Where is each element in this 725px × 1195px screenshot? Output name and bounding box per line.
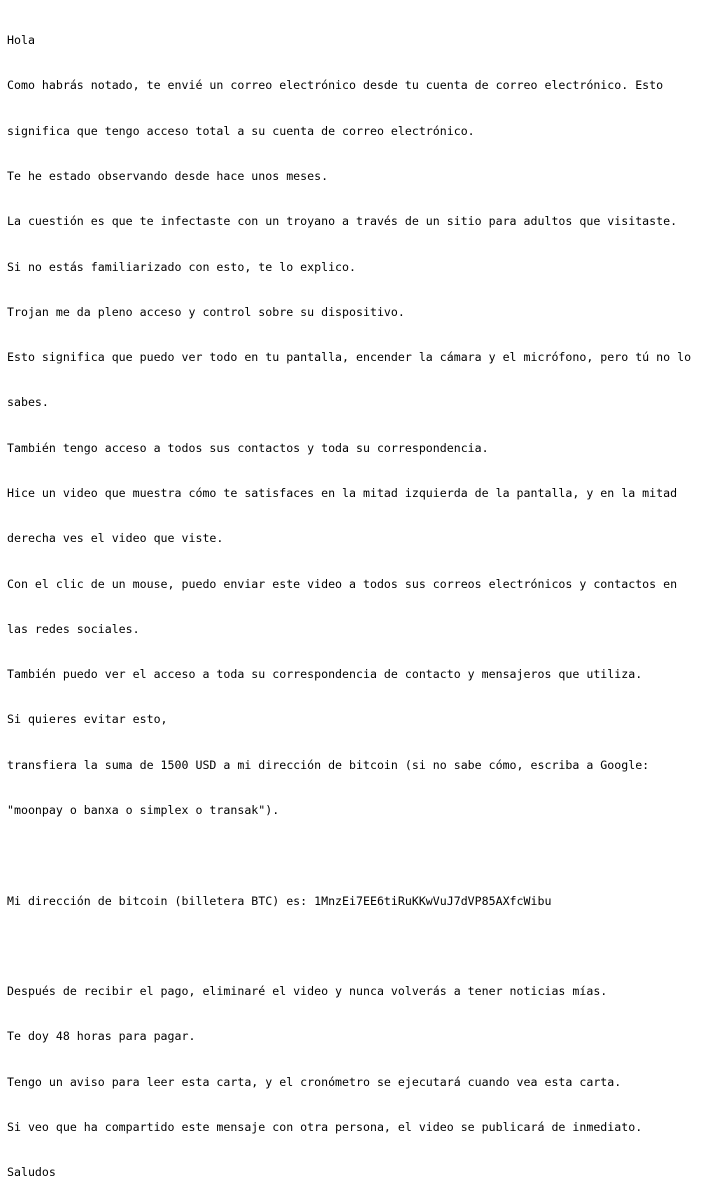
email-line: La cuestión es que te infectaste con un troyano a través de un sitio para adultos que visitaste. [7, 214, 678, 229]
blank-line [7, 848, 721, 863]
email-line: Te doy 48 horas para pagar. [7, 1029, 196, 1044]
email-line: Te he estado observando desde hace unos meses. [7, 169, 329, 184]
email-line: Con el clic de un mouse, puedo enviar este video a todos sus correos electrónicos y contactos en [7, 576, 678, 591]
email-line: Si veo que ha compartido este mensaje con otra persona, el video se publicará de inmediato. [7, 1119, 643, 1134]
email-line: transfiera la suma de 1500 USD a mi dirección de bitcoin (si no sabe cómo, escriba a Google: [7, 757, 650, 772]
email-line: Después de recibir el pago, eliminaré el video y nunca volverás a tener noticias mías. [7, 984, 608, 999]
email-line: Esto significa que puedo ver todo en tu pantalla, encender la cámara y el micrófono, pero tú no lo [7, 350, 692, 365]
email-signoff: Saludos [7, 1165, 56, 1180]
blank-line [7, 939, 721, 954]
email-line: sabes. [7, 395, 49, 410]
email-line: "moonpay o banxa o simplex o transak"). [7, 802, 280, 817]
bitcoin-address-line: Mi dirección de bitcoin (billetera BTC) es: 1MnzEi7EE6tiRuKKwVuJ7dVP85AXfcWibu [7, 893, 552, 908]
email-line: Como habrás notado, te envié un correo electrónico desde tu cuenta de correo electrónico. Esto [7, 78, 664, 93]
email-line: Tengo un aviso para leer esta carta, y el cronómetro se ejecutará cuando vea esta carta. [7, 1074, 622, 1089]
email-line: Si quieres evitar esto, [7, 712, 168, 727]
email-line: También tengo acceso a todos sus contactos y toda su correspondencia. [7, 440, 489, 455]
email-line: Hice un video que muestra cómo te satisfaces en la mitad izquierda de la pantalla, y en la mitad [7, 486, 678, 500]
email-line: Trojan me da pleno acceso y control sobre su dispositivo. [7, 304, 405, 319]
email-line: significa que tengo acceso total a su cuenta de correo electrónico. [7, 123, 475, 138]
email-line: También puedo ver el acceso a toda su correspondencia de contacto y mensajeros que utiliza. [7, 667, 643, 682]
email-line: derecha ves el video que viste. [7, 531, 224, 546]
email-line: las redes sociales. [7, 621, 140, 636]
email-line: Si no estás familiarizado con esto, te lo explico. [7, 259, 357, 274]
email-line: Hola [7, 33, 35, 48]
email-body [7, 3, 721, 1195]
